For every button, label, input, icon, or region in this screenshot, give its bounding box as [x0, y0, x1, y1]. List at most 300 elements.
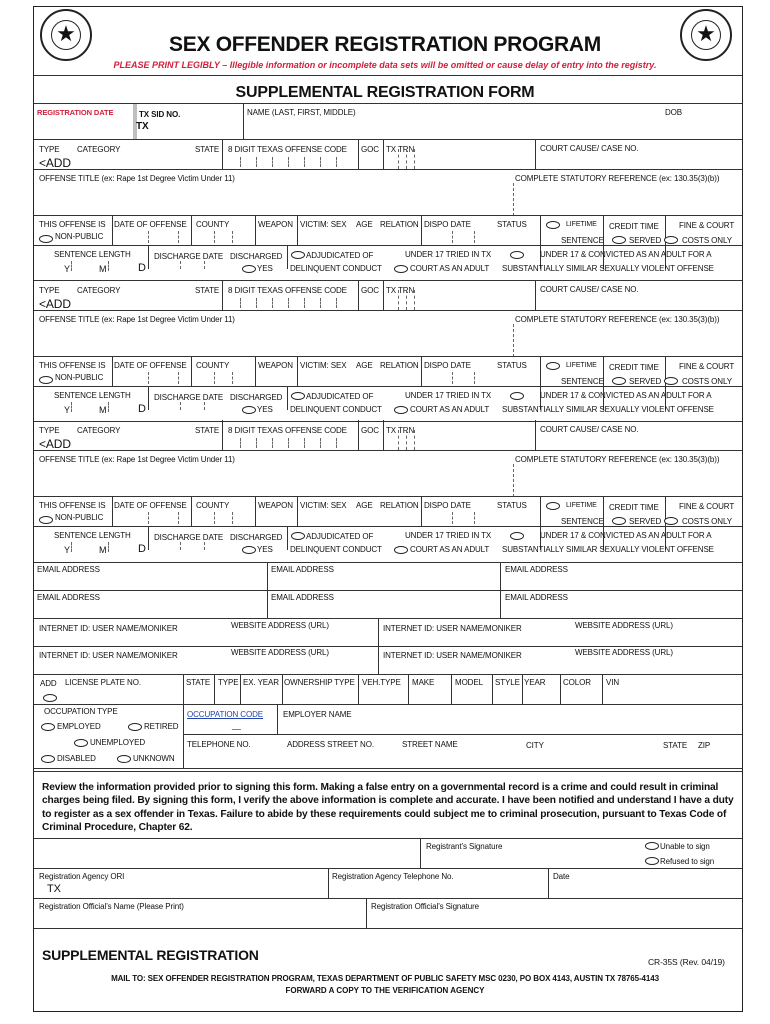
discharge-date-label-1: DISCHARGE DATE [154, 252, 224, 261]
dob-label: DOB [665, 108, 683, 117]
age-label-3: AGE [356, 501, 373, 510]
tick-divider [288, 438, 289, 448]
tick-divider [148, 372, 149, 384]
substantially-similar-label-1: SUBSTANTIALLY SIMILAR SEXUALLY VIOLENT OFFENSE [502, 264, 714, 273]
zip-label: ZIP [698, 741, 711, 750]
adjudicated-of-label-1: ADJUDICATED OF [306, 251, 374, 260]
divider [214, 674, 215, 704]
credit-time-label-3: CREDIT TIME [609, 503, 659, 512]
category-label-1: CATEGORY [77, 145, 121, 154]
court-as-adult-radio-2[interactable] [394, 406, 408, 414]
served-label-1: SERVED [629, 236, 662, 245]
divider [34, 496, 742, 497]
adjudicated-radio-1[interactable] [291, 251, 305, 259]
tick-divider [232, 512, 233, 524]
unable-to-sign-label: Unable to sign [660, 842, 710, 851]
divider [34, 590, 742, 591]
served-label-2: SERVED [629, 377, 662, 386]
email-label-2: EMAIL ADDRESS [271, 565, 334, 574]
retired-label: RETIRED [144, 722, 179, 731]
non-public-radio-1[interactable] [39, 235, 53, 243]
non-public-label-2: NON-PUBLIC [55, 373, 104, 382]
tick-divider [414, 149, 415, 169]
tick-divider [272, 438, 273, 448]
state-label-3: STATE [195, 426, 220, 435]
lifetime-label-2: LIFETIME [566, 362, 597, 369]
category-label-2: CATEGORY [77, 286, 121, 295]
tx-trn-label-3: TX TRN [386, 426, 415, 435]
divider [421, 215, 422, 245]
sentence-label-3: SENTENCE [561, 517, 604, 526]
agency-phone-label: Registration Agency Telephone No. [332, 872, 454, 881]
divider [183, 674, 184, 704]
email-label-1: EMAIL ADDRESS [37, 565, 100, 574]
divider [297, 215, 298, 245]
divider [358, 674, 359, 704]
category-label-3: CATEGORY [77, 426, 121, 435]
tick-divider [406, 430, 407, 450]
divider [255, 496, 256, 526]
status-label-1: STATUS [497, 220, 527, 229]
discharge-date-label-2: DISCHARGE DATE [154, 393, 224, 402]
style-label: STYLE [495, 678, 520, 687]
offense-title-label-1: OFFENSE TITLE (ex: Rape 1st Degree Victim Under 11) [39, 174, 235, 183]
divider [34, 771, 742, 772]
tick-divider [304, 298, 305, 308]
employed-label: EMPLOYED [57, 722, 101, 731]
vehicle-add-radio[interactable] [43, 694, 57, 702]
offense-code-label-1: 8 DIGIT TEXAS OFFENSE CODE [228, 145, 347, 154]
divider [148, 526, 149, 550]
website-label-2: WEBSITE ADDRESS (URL) [575, 621, 673, 630]
tick-divider [108, 402, 109, 412]
tick-divider [180, 402, 181, 410]
refused-to-sign-radio[interactable] [645, 857, 659, 865]
type-label-1: TYPE [39, 145, 60, 154]
form-number: CR-35S (Rev. 04/19) [648, 957, 725, 967]
disabled-radio[interactable] [41, 755, 55, 763]
sentence-label-2: SENTENCE [561, 377, 604, 386]
add-offense-button-2: <ADD [39, 297, 71, 311]
county-label-3: COUNTY [196, 501, 230, 510]
court-as-adult-label-1: COURT AS AN ADULT [410, 264, 490, 273]
telephone-dash: __ [232, 721, 241, 730]
divider [297, 356, 298, 386]
fine-court-costs-radio-1[interactable] [664, 236, 678, 244]
under-17-convicted-radio-1[interactable] [510, 251, 524, 259]
non-public-label-1: NON-PUBLIC [55, 232, 104, 241]
divider [287, 526, 288, 550]
divider [34, 75, 742, 76]
divider [112, 215, 113, 245]
under-17-convicted-radio-2[interactable] [510, 392, 524, 400]
tick-divider [214, 231, 215, 243]
official-name-label: Registration Official’s Name (Please Print) [39, 902, 184, 911]
dispo-date-label-1: DISPO DATE [424, 220, 471, 229]
tick-divider [513, 464, 514, 497]
victim-sex-label-2: VICTIM: SEX [300, 361, 347, 370]
tick-divider [204, 261, 205, 269]
divider [34, 562, 742, 563]
discharged-yes-radio-3[interactable] [242, 546, 256, 554]
tick-divider [256, 438, 257, 448]
tick-divider [414, 430, 415, 450]
divider [255, 356, 256, 386]
divider [222, 280, 223, 310]
credit-time-label-1: CREDIT TIME [609, 222, 659, 231]
court-cause-label-3: COURT CAUSE/ CASE NO. [540, 425, 639, 434]
divider [255, 215, 256, 245]
divider [34, 169, 742, 170]
tick-divider [336, 438, 337, 448]
divider [287, 386, 288, 410]
date-of-offense-label-3: DATE OF OFFENSE [114, 501, 187, 510]
tick-divider [148, 231, 149, 243]
tick-divider [513, 183, 514, 216]
tick-divider [406, 290, 407, 310]
offense-code-label-3: 8 DIGIT TEXAS OFFENSE CODE [228, 426, 347, 435]
lifetime-sentence-radio-3[interactable] [546, 502, 560, 510]
credit-time-served-radio-1[interactable] [612, 236, 626, 244]
divider [34, 768, 742, 769]
sentence-days-label-3: D [138, 543, 146, 555]
offense-code-label-2: 8 DIGIT TEXAS OFFENSE CODE [228, 286, 347, 295]
email-label-5: EMAIL ADDRESS [271, 593, 334, 602]
telephone-label: TELEPHONE NO. [187, 740, 251, 749]
fine-court-label-3: FINE & COURT [679, 502, 735, 511]
divider [277, 704, 278, 734]
court-as-adult-radio-1[interactable] [394, 265, 408, 273]
tick-divider [272, 157, 273, 167]
divider [34, 674, 742, 675]
divider [383, 420, 384, 450]
divider [328, 868, 329, 898]
date-of-offense-label-2: DATE OF OFFENSE [114, 361, 187, 370]
official-signature-label: Registration Official’s Signature [371, 902, 480, 911]
name-label: NAME (LAST, FIRST, MIDDLE) [247, 108, 356, 117]
lifetime-sentence-radio-1[interactable] [546, 221, 560, 229]
unknown-radio[interactable] [117, 755, 131, 763]
internet-id-label-2: INTERNET ID: USER NAME/MONIKER [383, 624, 522, 633]
license-plate-label: LICENSE PLATE NO. [65, 678, 141, 687]
divider [34, 450, 742, 451]
email-label-3: EMAIL ADDRESS [505, 565, 568, 574]
type-label-2: TYPE [39, 286, 60, 295]
divider [421, 496, 422, 526]
tick-divider [108, 542, 109, 552]
tick-divider [240, 438, 241, 448]
form-title: SUPPLEMENTAL REGISTRATION FORM [235, 84, 535, 101]
tick-divider [71, 402, 72, 412]
tx-sid-prefix: TX [136, 121, 149, 132]
veh-type-label: VEH.TYPE [362, 678, 401, 687]
credit-time-label-2: CREDIT TIME [609, 363, 659, 372]
divider [383, 139, 384, 169]
divider [420, 838, 421, 868]
discharge-date-label-3: DISCHARGE DATE [154, 533, 224, 542]
address-street-no-label: ADDRESS STREET NO. [287, 740, 374, 749]
costs-only-label-2: COSTS ONLY [682, 377, 732, 386]
fine-court-costs-radio-3[interactable] [664, 517, 678, 525]
divider [191, 356, 192, 386]
tick-divider [452, 512, 453, 524]
divider [34, 356, 742, 357]
vehicle-type-label: TYPE [218, 678, 239, 687]
court-as-adult-radio-3[interactable] [394, 546, 408, 554]
divider [222, 139, 223, 169]
website-label-1: WEBSITE ADDRESS (URL) [231, 621, 329, 630]
under-17-convicted-label-3: UNDER 17 & CONVICTED AS AN ADULT FOR A [540, 531, 712, 540]
divider [191, 496, 192, 526]
divider [240, 674, 241, 704]
vehicle-state-label: STATE [186, 678, 211, 687]
sentence-years-label-2: Y [64, 405, 70, 415]
divider [358, 280, 359, 310]
tick-divider [178, 512, 179, 524]
add-offense-button-1: <ADD [39, 156, 71, 170]
adjudicated-of-label-2: ADJUDICATED OF [306, 392, 374, 401]
divider [383, 280, 384, 310]
divider [222, 420, 223, 450]
tick-divider [272, 298, 273, 308]
internet-id-label-1: INTERNET ID: USER NAME/MONIKER [39, 624, 178, 633]
divider [34, 310, 742, 311]
divider [34, 928, 742, 929]
statutory-reference-label-1: COMPLETE STATUTORY REFERENCE (ex: 130.35(3)(b)) [515, 174, 720, 183]
court-as-adult-label-2: COURT AS AN ADULT [410, 405, 490, 414]
statutory-reference-label-2: COMPLETE STATUTORY REFERENCE (ex: 130.35(3)(b)) [515, 315, 720, 324]
fine-court-costs-radio-2[interactable] [664, 377, 678, 385]
non-public-label-3: NON-PUBLIC [55, 513, 104, 522]
email-label-6: EMAIL ADDRESS [505, 593, 568, 602]
goc-label-1: GOC [361, 145, 379, 154]
year-label: YEAR [524, 678, 546, 687]
divider [112, 496, 113, 526]
served-label-3: SERVED [629, 517, 662, 526]
occupation-code-link[interactable]: OCCUPATION CODE [187, 710, 263, 719]
unemployed-radio[interactable] [74, 739, 88, 747]
weapon-label-2: WEAPON [258, 361, 293, 370]
sentence-length-label-2: SENTENCE LENGTH [54, 391, 131, 400]
divider [34, 898, 742, 899]
sentence-label-1: SENTENCE [561, 236, 604, 245]
divider [540, 356, 541, 410]
tick-divider [452, 231, 453, 243]
delinquent-conduct-label-1: DELINQUENT CONDUCT [290, 264, 382, 273]
dps-seal-icon: ★ [40, 9, 92, 61]
divider [34, 868, 742, 869]
tick-divider [398, 290, 399, 310]
discharged-yes-radio-1[interactable] [242, 265, 256, 273]
tick-divider [304, 438, 305, 448]
divider [535, 280, 536, 310]
tick-divider [474, 231, 475, 243]
ownership-type-label: OWNERSHIP TYPE [284, 678, 355, 687]
tick-divider [178, 372, 179, 384]
discharged-yes-radio-2[interactable] [242, 406, 256, 414]
status-label-2: STATUS [497, 361, 527, 370]
tick-divider [336, 298, 337, 308]
discharged-label-2: DISCHARGED [230, 393, 283, 402]
court-cause-label-2: COURT CAUSE/ CASE NO. [540, 285, 639, 294]
legibility-notice: PLEASE PRINT LEGIBLY – Illegible information or incomplete data sets will be omitted or cause delay of entry into the registry. [113, 60, 657, 70]
divider [183, 734, 742, 735]
costs-only-label-3: COSTS ONLY [682, 517, 732, 526]
under-17-convicted-radio-3[interactable] [510, 532, 524, 540]
this-offense-is-label-3: THIS OFFENSE IS [39, 501, 106, 510]
credit-time-served-radio-3[interactable] [612, 517, 626, 525]
sentence-years-label-1: Y [64, 264, 70, 274]
relation-label-1: RELATION [380, 220, 419, 229]
relation-label-2: RELATION [380, 361, 419, 370]
tick-divider [214, 512, 215, 524]
adjudicated-of-label-3: ADJUDICATED OF [306, 532, 374, 541]
weapon-label-3: WEAPON [258, 501, 293, 510]
tx-sid-label: TX SID NO. [139, 110, 181, 119]
state-label: STATE [663, 741, 688, 750]
discharged-yes-label-2: YES [257, 405, 273, 414]
employed-radio[interactable] [41, 723, 55, 731]
retired-radio[interactable] [128, 723, 142, 731]
website-label-3: WEBSITE ADDRESS (URL) [231, 648, 329, 657]
divider [540, 215, 541, 269]
non-public-radio-3[interactable] [39, 516, 53, 524]
make-label: MAKE [412, 678, 435, 687]
substantially-similar-label-3: SUBSTANTIALLY SIMILAR SEXUALLY VIOLENT OFFENSE [502, 545, 714, 554]
unable-to-sign-radio[interactable] [645, 842, 659, 850]
divider [535, 420, 536, 450]
statutory-reference-label-3: COMPLETE STATUTORY REFERENCE (ex: 130.35(3)(b)) [515, 455, 720, 464]
lifetime-label-1: LIFETIME [566, 221, 597, 228]
adjudicated-radio-3[interactable] [291, 532, 305, 540]
forward-copy-note: FORWARD A COPY TO THE VERIFICATION AGENCY [285, 986, 485, 995]
divider [34, 526, 742, 527]
divider [34, 103, 742, 104]
footer-title: SUPPLEMENTAL REGISTRATION [42, 947, 259, 963]
divider [148, 245, 149, 269]
this-offense-is-label-1: THIS OFFENSE IS [39, 220, 106, 229]
color-label: COLOR [563, 678, 591, 687]
dispo-date-label-3: DISPO DATE [424, 501, 471, 510]
tick-divider [414, 290, 415, 310]
tx-trn-label-1: TX TRN [386, 145, 415, 154]
discharged-label-3: DISCHARGED [230, 533, 283, 542]
fine-court-label-2: FINE & COURT [679, 362, 735, 371]
tick-divider [336, 157, 337, 167]
non-public-radio-2[interactable] [39, 376, 53, 384]
date-of-offense-label-1: DATE OF OFFENSE [114, 220, 187, 229]
divider [297, 496, 298, 526]
add-offense-button-3: <ADD [39, 437, 71, 451]
divider [548, 868, 549, 898]
divider [34, 386, 742, 387]
weapon-label-1: WEAPON [258, 220, 293, 229]
relation-label-3: RELATION [380, 501, 419, 510]
goc-label-3: GOC [361, 426, 379, 435]
tick-divider [474, 512, 475, 524]
ex-year-label: EX. YEAR [243, 678, 279, 687]
tx-trn-label-2: TX TRN [386, 286, 415, 295]
divider [358, 420, 359, 450]
divider [183, 704, 184, 768]
sentence-months-label-2: M [99, 405, 107, 415]
street-name-label: STREET NAME [402, 740, 458, 749]
vehicle-add-label: ADD [40, 679, 57, 688]
divider [522, 674, 523, 704]
occupation-type-label: OCCUPATION TYPE [44, 707, 118, 716]
divider [602, 674, 603, 704]
tick-divider [474, 372, 475, 384]
divider [560, 674, 561, 704]
divider [421, 356, 422, 386]
registrant-signature-label: Registrant’s Signature [426, 842, 503, 851]
mail-to-address: MAIL TO: SEX OFFENDER REGISTRATION PROGRAM, TEXAS DEPARTMENT OF PUBLIC SAFETY MSC 0230, PO BOX 4143, AUSTIN TX 78765-4143 [111, 974, 659, 983]
divider [540, 496, 541, 550]
certification-text: Review the information provided prior to signing this form. Making a false entry on a governmental record is a crime and could result in criminal charges being filed. By signing this form, I verify the above information is complete and accurate. I have been notified and understand I have a duty to register as a sex offender in Texas. Failure to abide by these requirements could subject me to criminal prosecution, pursuant to Texas Code of Criminal Procedure, Chapter 62. [42, 782, 734, 834]
divider [492, 674, 493, 704]
tick-divider [148, 512, 149, 524]
sentence-days-label-2: D [138, 403, 146, 415]
tick-divider [180, 261, 181, 269]
agency-ori-label: Registration Agency ORI [39, 872, 125, 881]
tick-divider [232, 231, 233, 243]
divider [34, 421, 742, 422]
sentence-days-label-1: D [138, 262, 146, 274]
tick-divider [180, 542, 181, 550]
fine-court-label-1: FINE & COURT [679, 221, 735, 230]
tick-divider [288, 298, 289, 308]
state-of-texas-seal-icon: ★ [680, 9, 732, 61]
tick-divider [304, 157, 305, 167]
tick-divider [71, 261, 72, 271]
tick-divider [240, 157, 241, 167]
lifetime-sentence-radio-2[interactable] [546, 362, 560, 370]
sentence-length-label-3: SENTENCE LENGTH [54, 531, 131, 540]
credit-time-served-radio-2[interactable] [612, 377, 626, 385]
unknown-label: UNKNOWN [133, 754, 175, 763]
victim-sex-label-3: VICTIM: SEX [300, 501, 347, 510]
state-label-1: STATE [195, 145, 220, 154]
divider [34, 646, 742, 647]
victim-sex-label-1: VICTIM: SEX [300, 220, 347, 229]
tick-divider [256, 298, 257, 308]
status-label-3: STATUS [497, 501, 527, 510]
divider [34, 618, 742, 619]
divider [34, 139, 742, 140]
discharged-yes-label-3: YES [257, 545, 273, 554]
divider [148, 386, 149, 410]
age-label-1: AGE [356, 220, 373, 229]
tick-divider [320, 157, 321, 167]
sentence-length-label-1: SENTENCE LENGTH [54, 250, 131, 259]
substantially-similar-label-2: SUBSTANTIALLY SIMILAR SEXUALLY VIOLENT OFFENSE [502, 405, 714, 414]
website-label-4: WEBSITE ADDRESS (URL) [575, 648, 673, 657]
tick-divider [398, 149, 399, 169]
divider [34, 245, 742, 246]
registration-date-label: REGISTRATION DATE [37, 108, 114, 117]
adjudicated-radio-2[interactable] [291, 392, 305, 400]
divider [34, 704, 742, 705]
divider [535, 139, 536, 169]
under-17-tried-in-tx-label-3: UNDER 17 TRIED IN TX [405, 531, 492, 540]
date-label: Date [553, 872, 570, 881]
sentence-months-label-1: M [99, 264, 107, 274]
offense-title-label-2: OFFENSE TITLE (ex: Rape 1st Degree Victim Under 11) [39, 315, 235, 324]
internet-id-label-3: INTERNET ID: USER NAME/MONIKER [39, 651, 178, 660]
discharged-label-1: DISCHARGED [230, 252, 283, 261]
model-label: MODEL [455, 678, 483, 687]
costs-only-label-1: COSTS ONLY [682, 236, 732, 245]
